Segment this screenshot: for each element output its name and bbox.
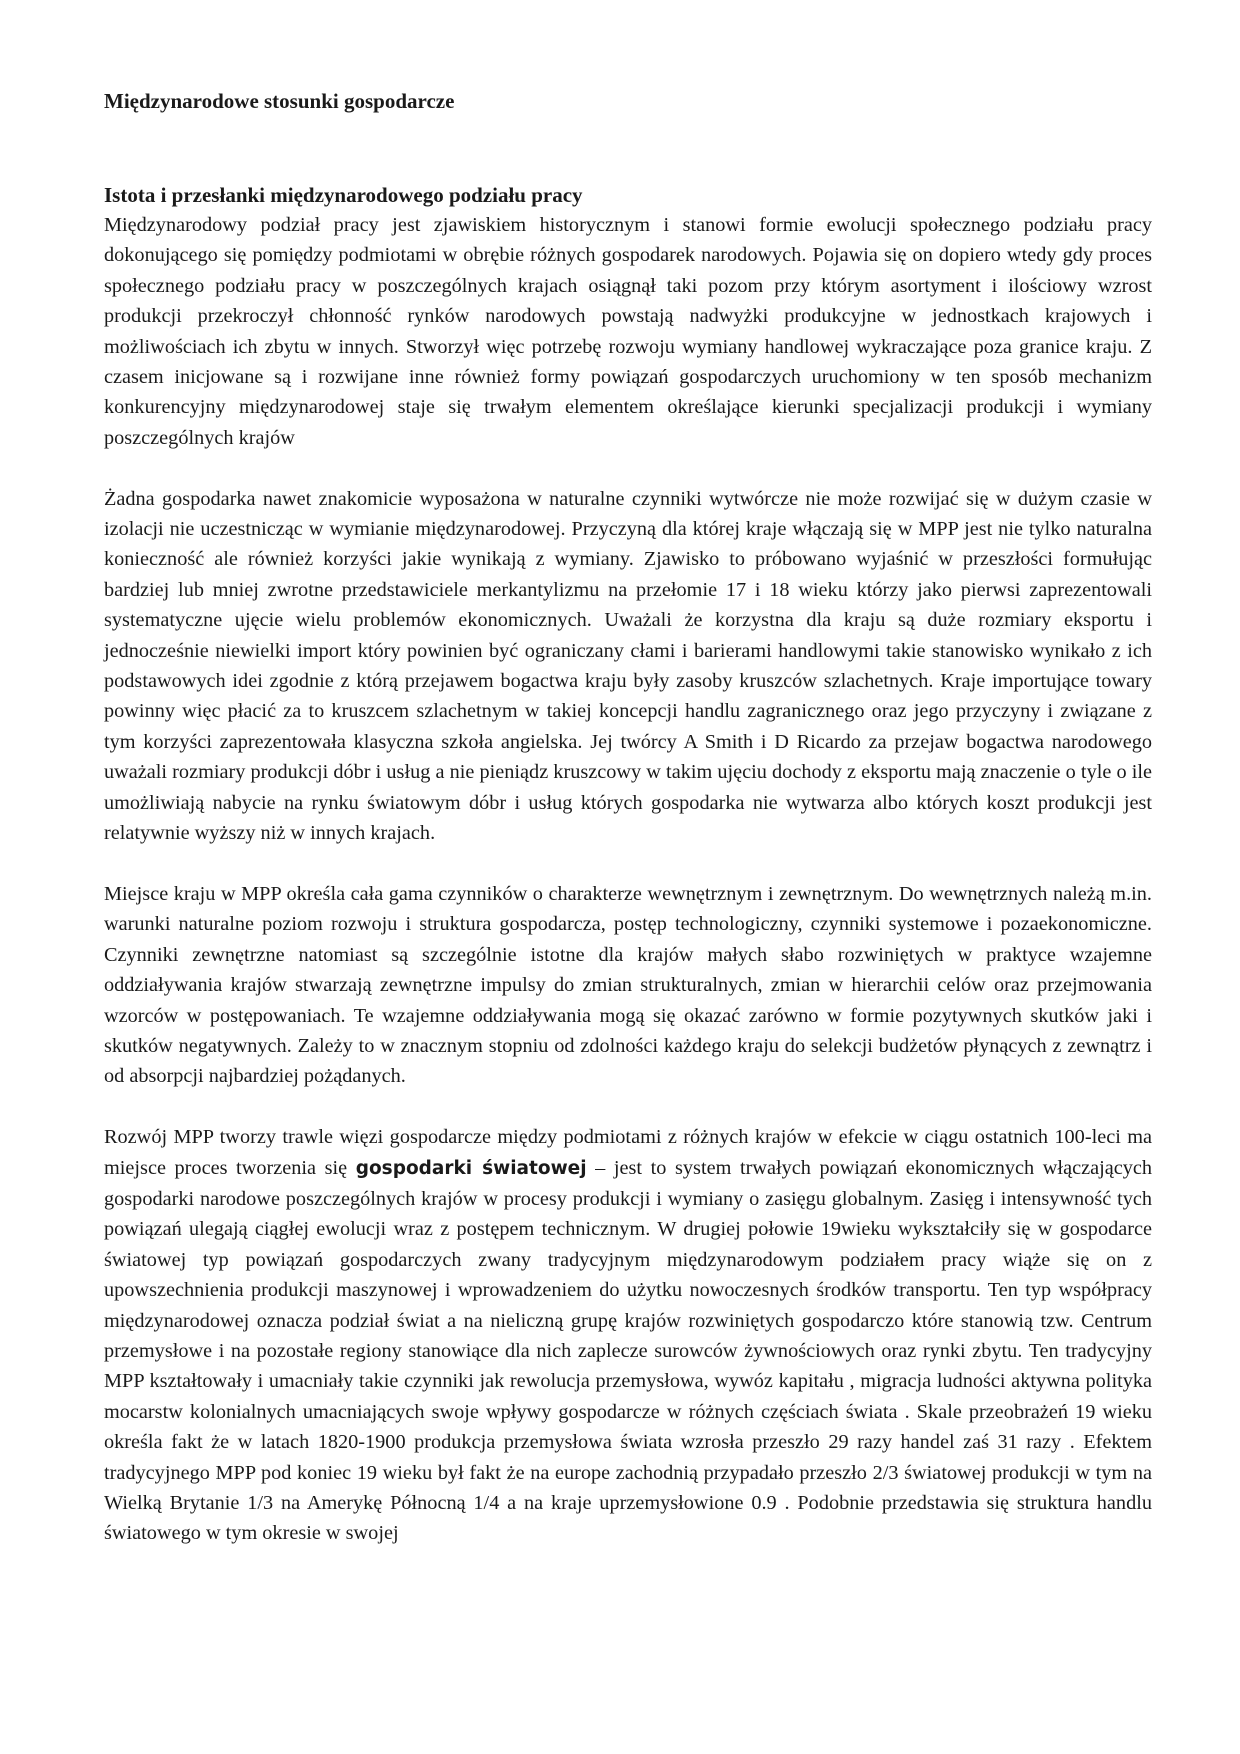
document-title: Międzynarodowe stosunki gospodarcze: [104, 89, 455, 113]
paragraph-4: [104, 1122, 1152, 1549]
document-page: [104, 86, 1152, 1549]
paragraph-3: Miejsce kraju w MPP określa cała gama czynników o charakterze wewnętrznym i zewnętrznym. Do wewnętrznych należą m.in. warunki naturalne poziom rozwoju i struktura gospodarcza, postęp technologiczny, czynniki systemowe i pozaekonomiczne. Czynniki zewnętrzne natomiast są szczególnie istotne dla krajów małych słabo rozwiniętych w praktyce wzajemne oddziaływania krajów stwarzają zewnętrzne impulsy do zmian strukturalnych, zmian w hierarchii celów oraz przejmowania wzorców w postępowaniach. Te wzajemne oddziaływania mogą się okazać zarówno w formie pozytywnych skutków jaki i skutków negatywnych. Zależy to w znacznym stopniu od zdolności każdego kraju do selekcji budżetów płynących z zewnątrz i od absorpcji najbardziej pożądanych.: [104, 882, 1152, 1088]
paragraph-4-text-start: Rozwój MPP tworzy trawle więzi gospodarcze między podmiotami z różnych krajów w efekcie w ciągu ostatnich 100-leci ma miejsce proces tworzenia się: [104, 1126, 1152, 1179]
paragraph-4-text-end: – jest to system trwałych powiązań ekonomicznych włączających gospodarki narodowe poszczególnych krajów w procesy produkcji i wymiany o zasięgu globalnym. Zasięg i intensywność tych powiązań ulegają ciągłej ewolucji wraz z postępem technicznym. W drugiej połowie 19wieku wykształciły się w gospodarce światowej typ powiązań gospodarczych zwany tradycyjnym międzynarodowym podziałem pracy wiąże się on z upowszechnienia produkcji maszynowej i wprowadzeniem do użytku nowoczesnych środków transportu. Ten typ współpracy międzynarodowej oznacza podział świat a na nieliczną grupę krajów rozwiniętych gospodarczo które stanowią tzw. Centrum przemysłowe i na pozostałe regiony stanowiące dla nich zaplecze surowców żywnościowych oraz rynki zbytu. Ten tradycyjny MPP kształtowały i umacniały takie czynniki jak rewolucja przemysłowa, wywóz kapitału , migracja ludności aktywna polityka mocarstw kolonialnych umacniających swoje wpływy gospodarcze w różnych częściach świata . Skale przeobrażeń 19 wieku określa fakt że w latach 1820-1900 produkcja przemysłowa świata wzrosła przeszło 29 razy handel zaś 31 razy . Efektem tradycyjnego MPP pod koniec 19 wieku był fakt że na europe zachodnią przypadało przeszło 2/3 światowej produkcji w tym na Wielką Brytanie 1/3 na Amerykę Północną 1/4 a na kraje uprzemysłowione 0.9 . Podobnie przedstawia się struktura handlu światowego w tym okresie w swojej: [104, 1156, 1152, 1545]
paragraph-1: Międzynarodowy podział pracy jest zjawiskiem historycznym i stanowi formie ewolucji społecznego podziału pracy dokonującego się pomiędzy podmiotami w obrębie różnych gospodarek narodowych. Pojawia się on dopiero wtedy gdy proces społecznego podziału pracy w poszczególnych krajach osiągnął taki pozom przy którym asortyment i ilościowy wzrost produkcji przekroczył chłonność rynków narodowych powstają nadwyżki produkcyjne w jednostkach krajowych i możliwościach ich zbytu w innych. Stworzył więc potrzebę rozwoju wymiany handlowej wykraczające poza granice kraju. Z czasem inicjowane są i rozwijane inne również formy powiązań gospodarczych uruchomiony w ten sposób mechanizm konkurencyjny międzynarodowej staje się trwałym elementem określające kierunki specjalizacji produkcji i wymiany poszczególnych krajów: [104, 214, 1152, 449]
bold-term-world-economy: gospodarki światowej: [355, 1157, 587, 1179]
section-title: Istota i przesłanki międzynarodowego podziału pracy: [104, 183, 583, 207]
paragraph-2: Żadna gospodarka nawet znakomicie wyposażona w naturalne czynniki wytwórcze nie może rozwijać się w dużym czasie w izolacji nie uczestnicząc w wymianie międzynarodowej. Przyczyną dla której kraje włączają się w MPP jest nie tylko naturalna konieczność ale również korzyści jakie wynikają z wymiany. Zjawisko to próbowano wyjaśnić w przeszłości formułując bardziej lub mniej zwrotne przedstawiciele merkantylizmu na przełomie 17 i 18 wieku którzy jako pierwsi zaprezentowali systematyczne ujęcie wielu problemów ekonomicznych. Uważali że korzystna dla kraju są duże rozmiary eksportu i jednocześnie niewielki import który powinien być ograniczany cłami i barierami handlowymi takie stanowisko wynikało z ich podstawowych idei zgodnie z którą przejawem bogactwa kraju były zasoby kruszców szlachetnych. Kraje importujące towary powinny więc płacić za to kruszcem szlachetnym w takiej koncepcji handlu zagranicznego oraz jego przyczyny i związane z tym korzyści zaprezentowała klasyczna szkoła angielska. Jej twórcy A Smith i D Ricardo za przejaw bogactwa narodowego uważali rozmiary produkcji dóbr i usług a nie pieniądz kruszcowy w takim ujęciu dochody z eksportu mają znaczenie o tyle o ile umożliwiają nabycie na rynku światowym dóbr i usług których gospodarka nie wytwarza albo których koszt produkcji jest relatywnie wyższy niż w innych krajach.: [104, 487, 1152, 845]
